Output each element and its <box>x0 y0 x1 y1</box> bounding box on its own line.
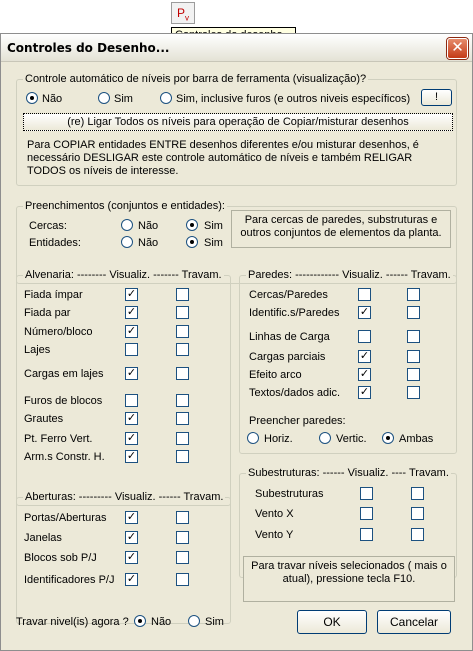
paredes-travam-checkbox[interactable] <box>407 306 420 319</box>
alvenaria-item-label: Número/bloco <box>24 326 93 338</box>
paredes-item-label: Cercas/Paredes <box>249 289 328 301</box>
aberturas-travam-checkbox[interactable] <box>176 531 189 544</box>
aberturas-travam-checkbox[interactable] <box>176 511 189 524</box>
subestruturas-travam-checkbox[interactable] <box>411 487 424 500</box>
aberturas-item-label: Portas/Aberturas <box>24 512 107 524</box>
preencher-radio-ambas[interactable] <box>382 432 394 444</box>
aberturas-visualiz-checkbox[interactable]: ✓ <box>126 531 137 543</box>
aberturas-item-label: Janelas <box>24 532 62 544</box>
aberturas-legend: Aberturas: --------- Visualiz. ------ Travam. <box>25 491 224 503</box>
aberturas-visualiz-checkbox[interactable]: ✓ <box>126 573 137 585</box>
auto-level-radio-nao[interactable] <box>26 92 38 104</box>
cercas-label-sim: Sim <box>204 220 223 232</box>
entidades-radio-sim[interactable] <box>186 236 198 248</box>
entidades-radio-nao[interactable] <box>121 236 133 248</box>
subestruturas-travam-checkbox[interactable] <box>411 528 424 541</box>
paredes-visualiz-checkbox[interactable]: ✓ <box>359 350 370 362</box>
auto-level-label-sim: Sim <box>114 93 133 105</box>
cercas-label-nao: Não <box>138 220 159 232</box>
paredes-visualiz-checkbox[interactable] <box>358 330 371 343</box>
alvenaria-group <box>16 270 231 506</box>
alvenaria-legend: Alvenaria: -------- Visualiz. ------- Travam. <box>25 269 222 281</box>
alvenaria-travam-checkbox[interactable] <box>176 306 189 319</box>
close-button[interactable] <box>447 38 468 59</box>
paredes-travam-checkbox[interactable] <box>407 350 420 363</box>
alvenaria-travam-checkbox[interactable] <box>176 394 189 407</box>
more-levels-button[interactable]: ! <box>421 89 452 106</box>
subestruturas-item-label: Vento Y <box>255 529 294 541</box>
alvenaria-travam-checkbox[interactable] <box>176 412 189 425</box>
subestruturas-item-label: Subestruturas <box>255 488 324 500</box>
alvenaria-visualiz-checkbox[interactable]: ✓ <box>126 325 137 337</box>
close-icon: ✕ <box>451 39 464 56</box>
subestruturas-visualiz-checkbox[interactable] <box>360 528 373 541</box>
preencher-paredes-label: Preencher paredes: <box>249 415 346 427</box>
travar-radio-nao[interactable] <box>134 615 146 627</box>
alvenaria-item-label: Lajes <box>24 344 51 356</box>
travar-radio-sim[interactable] <box>188 615 200 627</box>
alvenaria-visualiz-checkbox[interactable]: ✓ <box>126 288 137 300</box>
alvenaria-travam-checkbox[interactable] <box>176 288 189 301</box>
entidades-label-sim: Sim <box>204 237 223 249</box>
auto-level-label-sim-furos: Sim, inclusive furos (e outros niveis específicos) <box>176 93 411 105</box>
alvenaria-visualiz-checkbox[interactable]: ✓ <box>126 450 137 462</box>
cercas-radio-sim[interactable] <box>186 219 198 231</box>
entidades-label-nao: Não <box>138 237 159 249</box>
subestruturas-legend: Subestruturas: ------ Visualiz. ---- Travam. <box>248 467 449 479</box>
alvenaria-item-label: Pt. Ferro Vert. <box>24 433 93 445</box>
subestruturas-item-label: Vento X <box>255 508 294 520</box>
cercas-radio-nao[interactable] <box>121 219 133 231</box>
alvenaria-item-label: Cargas em lajes <box>24 368 104 380</box>
fill-info-text: Para cercas de paredes, substruturas e outros conjuntos de elementos da planta. <box>231 210 451 248</box>
auto-level-legend: Controle automático de níveis por barra de ferramenta (visualização)? <box>25 73 367 85</box>
alvenaria-travam-checkbox[interactable] <box>176 325 189 338</box>
copy-info-text: Para COPIAR entidades ENTRE desenhos diferentes e/ou misturar desenhos, é necessário DESLIGAR este controle automático de níveis e também RELIGAR TODOS os níveis de interesse. <box>22 136 453 181</box>
travar-label: Travar nivel(is) agora ? <box>16 616 129 628</box>
alvenaria-visualiz-checkbox[interactable]: ✓ <box>126 367 137 379</box>
preencher-label-ambas: Ambas <box>399 433 434 445</box>
auto-level-radio-sim-furos[interactable] <box>160 92 172 104</box>
aberturas-visualiz-checkbox[interactable]: ✓ <box>126 511 137 523</box>
alvenaria-travam-checkbox[interactable] <box>176 450 189 463</box>
lock-info-text: Para travar níveis selecionados ( mais o atual), pressione tecla F10. <box>243 556 455 602</box>
fill-legend: Preenchimentos (conjuntos e entidades): <box>25 200 225 212</box>
preencher-label-horiz: Horiz. <box>264 433 293 445</box>
paredes-item-label: Efeito arco <box>249 369 302 381</box>
alvenaria-item-label: Fiada par <box>24 307 71 319</box>
aberturas-travam-checkbox[interactable] <box>176 551 189 564</box>
preencher-radio-vertic[interactable] <box>319 432 331 444</box>
alvenaria-visualiz-checkbox[interactable] <box>125 394 138 407</box>
cancel-button[interactable]: Cancelar <box>377 610 451 634</box>
alvenaria-visualiz-checkbox[interactable] <box>125 343 138 356</box>
tool-icon-sub: v <box>185 13 189 23</box>
paredes-visualiz-checkbox[interactable]: ✓ <box>359 368 370 380</box>
subestruturas-visualiz-checkbox[interactable] <box>360 507 373 520</box>
paredes-travam-checkbox[interactable] <box>407 330 420 343</box>
travar-label-nao: Não <box>151 616 172 628</box>
alvenaria-travam-checkbox[interactable] <box>176 343 189 356</box>
paredes-item-label: Linhas de Carga <box>249 331 330 343</box>
aberturas-travam-checkbox[interactable] <box>176 573 189 586</box>
paredes-visualiz-checkbox[interactable]: ✓ <box>359 386 370 398</box>
religar-niveis-button[interactable]: (re) Ligar Todos os níveis para operação de Copiar/misturar desenhos <box>23 113 453 131</box>
paredes-item-label: Cargas parciais <box>249 351 326 363</box>
alvenaria-visualiz-checkbox[interactable]: ✓ <box>126 306 137 318</box>
dialog-window <box>0 33 473 651</box>
preencher-label-vertic: Vertic. <box>336 433 367 445</box>
travar-label-sim: Sim <box>205 616 224 628</box>
window-title: Controles do Desenho... <box>7 41 170 55</box>
controles-tool-icon[interactable] <box>171 2 195 24</box>
paredes-legend: Paredes: ------------ Visualiz. ------ Travam. <box>248 269 451 281</box>
alvenaria-item-label: Arm.s Constr. H. <box>24 451 105 463</box>
alvenaria-item-label: Furos de blocos <box>24 395 103 407</box>
paredes-item-label: Textos/dados adic. <box>249 387 341 399</box>
alvenaria-item-label: Fiada ímpar <box>24 289 83 301</box>
preencher-radio-horiz[interactable] <box>247 432 259 444</box>
aberturas-item-label: Identificadores P/J <box>24 574 115 586</box>
entidades-label: Entidades: <box>29 237 81 249</box>
alvenaria-travam-checkbox[interactable] <box>176 367 189 380</box>
paredes-visualiz-checkbox[interactable] <box>358 288 371 301</box>
paredes-travam-checkbox[interactable] <box>407 368 420 381</box>
title-bar[interactable] <box>1 34 472 62</box>
alvenaria-visualiz-checkbox[interactable]: ✓ <box>126 412 137 424</box>
alvenaria-visualiz-checkbox[interactable]: ✓ <box>126 432 137 444</box>
cercas-label: Cercas: <box>29 220 67 232</box>
paredes-travam-checkbox[interactable] <box>407 288 420 301</box>
subestruturas-travam-checkbox[interactable] <box>411 507 424 520</box>
alvenaria-item-label: Grautes <box>24 413 64 425</box>
auto-level-label-nao: Não <box>42 93 63 105</box>
paredes-visualiz-checkbox[interactable]: ✓ <box>359 306 370 318</box>
paredes-travam-checkbox[interactable] <box>407 386 420 399</box>
tool-icon-letter: P <box>176 6 185 20</box>
auto-level-radio-sim[interactable] <box>98 92 110 104</box>
paredes-item-label: Identific.s/Paredes <box>249 307 340 319</box>
ok-button[interactable]: OK <box>297 610 367 634</box>
aberturas-visualiz-checkbox[interactable]: ✓ <box>126 551 137 563</box>
alvenaria-travam-checkbox[interactable] <box>176 432 189 445</box>
subestruturas-visualiz-checkbox[interactable] <box>360 487 373 500</box>
aberturas-item-label: Blocos sob P/J <box>24 552 97 564</box>
